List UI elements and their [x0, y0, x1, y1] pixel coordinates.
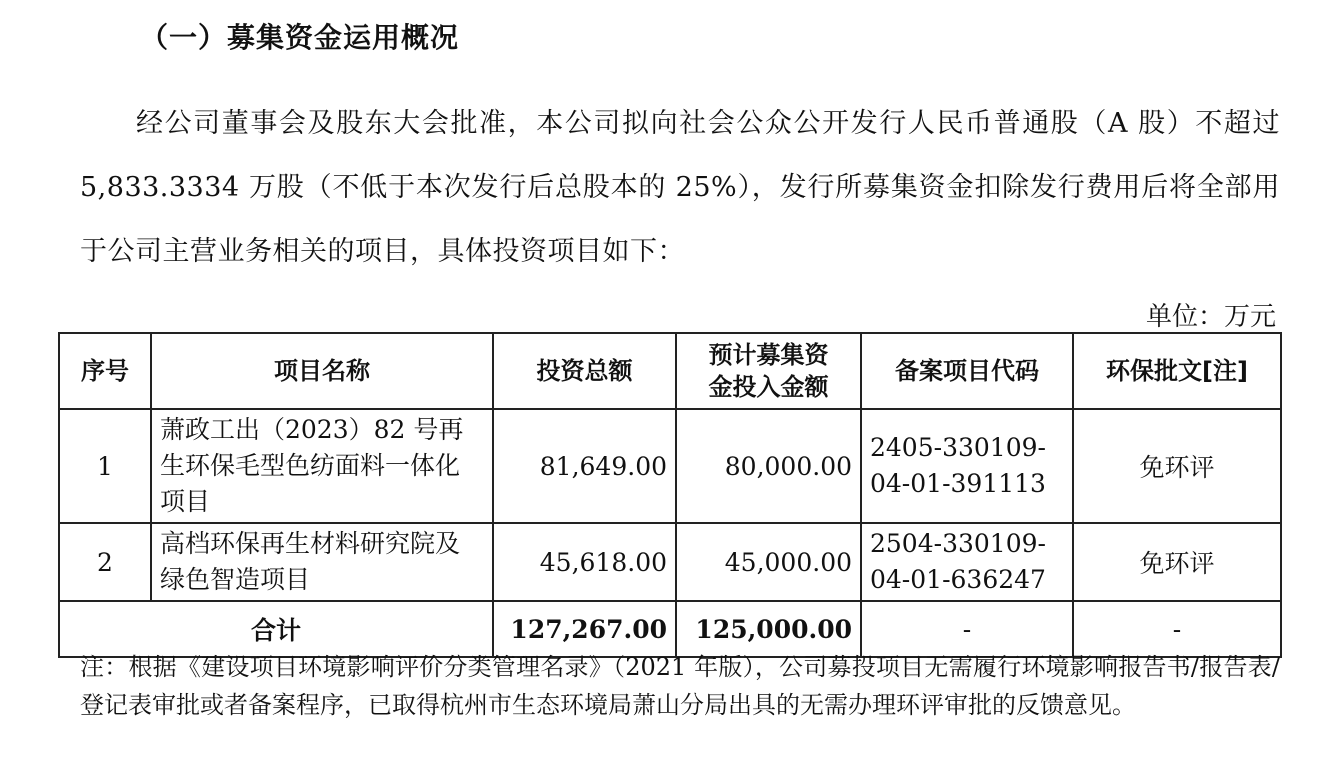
- summary-label: 合计: [59, 601, 493, 657]
- header-raise: [676, 333, 861, 409]
- cell-env: 免环评: [1073, 523, 1281, 601]
- intro-paragraph: 经公司董事会及股东大会批准，本公司拟向社会公众公开发行人民币普通股（A 股）不超过 5,833.3334 万股（不低于本次发行后总股本的 25%），发行所募集资金扣除发行费用后将全部用于公司主营业务相关的项目，具体投资项目如下：: [80, 108, 1280, 267]
- cell-seq: 2: [59, 523, 151, 601]
- cell-code: 2504-330109-04-01-636247: [861, 523, 1073, 601]
- summary-total: 127,267.00: [493, 601, 676, 657]
- header-code: 备案项目代码: [861, 333, 1073, 409]
- header-raise-line1: 预计募集资: [708, 341, 829, 369]
- header-env: 环保批文[注]: [1073, 333, 1281, 409]
- table-row: [59, 523, 1281, 601]
- table-row: [59, 409, 1281, 523]
- summary-code: -: [861, 601, 1073, 657]
- cell-name: 萧政工出（2023）82 号再生环保毛型色纺面料一体化项目: [151, 409, 493, 523]
- header-seq: 序号: [59, 333, 151, 409]
- cell-env: 免环评: [1073, 409, 1281, 523]
- header-raise-line2: 金投入金额: [708, 373, 829, 401]
- header-name: 项目名称: [151, 333, 493, 409]
- summary-raise: 125,000.00: [676, 601, 861, 657]
- cell-raise: 80,000.00: [676, 409, 861, 523]
- cell-total: 81,649.00: [493, 409, 676, 523]
- section-title: （一）募集资金运用概况: [140, 21, 460, 54]
- cell-code: 2405-330109-04-01-391113: [861, 409, 1073, 523]
- cell-raise: 45,000.00: [676, 523, 861, 601]
- table-header-row: [59, 333, 1281, 409]
- cell-total: 45,618.00: [493, 523, 676, 601]
- cell-seq: 1: [59, 409, 151, 523]
- header-total: 投资总额: [493, 333, 676, 409]
- footnote: 注：根据《建设项目环境影响评价分类管理名录》（2021 年版），公司募投项目无需履行环境影响报告书/报告表/登记表审批或者备案程序，已取得杭州市生态环境局萧山分局出具的无需办理环评审批的反馈意见。: [80, 653, 1280, 719]
- summary-env: -: [1073, 601, 1281, 657]
- cell-name: 高档环保再生材料研究院及绿色智造项目: [151, 523, 493, 601]
- unit-label: 单位：万元: [1145, 302, 1276, 332]
- investment-table: [58, 332, 1282, 658]
